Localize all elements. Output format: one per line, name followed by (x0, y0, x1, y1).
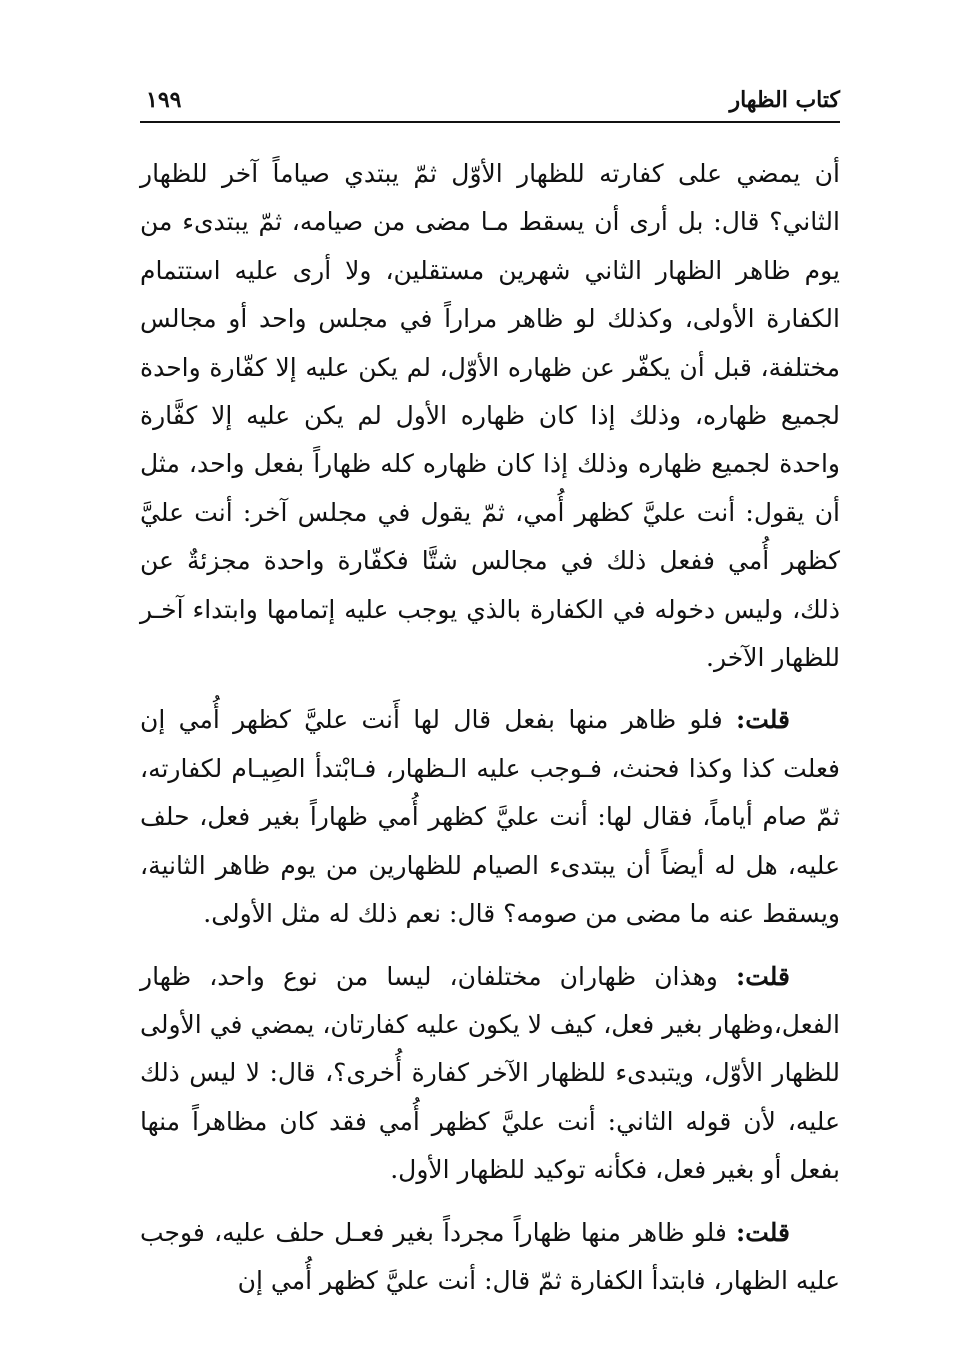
running-head: كتاب الظهار (729, 87, 840, 113)
paragraph-lead: قلت: (735, 705, 790, 735)
paragraph-text: فلو ظاهر منها بفعل قال لها أَنت عليَّ كظهر أُمي إن فعلت كذا وكذا فحنث، فـوجب عليه الـظهار، فـابْتدأ الصِيـام لكفارته، ثمّ صام أياماً، فقال لها: أنت عليَّ كظهر أُمي ظهاراً بغير فعل، حلف عليه، هل له أيضاً أن يبتدىء الصيام للظهارين من يوم ظاهر الثانية، ويسقط عنه ما مضى من صومه؟ قال: نعم ذلك له مثل الأولى. (140, 705, 840, 929)
paragraph (140, 150, 840, 682)
paragraph-text: أن يمضي على كفارته للظهار الأوّل ثمّ يبتدي صياماً آخر للظهار الثاني؟ قال: بل أرى أن يسقط مـا مضى من صيامه، ثمّ يبتدىء من يوم ظاهر الظهار الثاني شهرين مستقلين، ولا أرى عليه استتمام الكفارة الأولى، وكذلك لو ظاهر مراراً في مجلس واحد أو مجالس مختلفة، قبل أن يكفّر عن ظهاره الأوّل، لم يكن عليه إلا كفّارة واحدة لجميع ظهاره، وذلك إذا كان ظهاره الأول لم يكن عليه إلا كفَّارة واحدة لجميع ظهاره وذلك إذا كان ظهاره كله ظهاراً بفعل واحد، مثل أن يقول: أنت عليَّ كظهر أُمي، ثمّ يقول في مجلس آخر: أنت عليَّ كظهر أُمي ففعل ذلك في مجالس شتَّا فكفّارة واحدة مجزئةٌ عن ذلك، وليس دخوله في الكفارة بالذي يوجب عليه إتمامها وابتداء آخـر للظهار الآخر. (140, 159, 840, 673)
paragraph (140, 1209, 840, 1306)
body-text (140, 150, 840, 1319)
paragraph-lead: قلت: (735, 961, 790, 991)
paragraph (140, 696, 840, 938)
paragraph-text: وهذان ظهاران مختلفان، ليسا من نوع واحد، ظهار الفعل،وظهار بغير فعل، كيف لا يكون عليه كفارتان، يمضي في الأولى للظهار الأوّل، ويتبدىء للظهار الآخر كفارة أُخرى؟، قال: لا ليس ذلك عليه، لأن قوله الثاني: أنت عليَّ كظهر أُمي فقد كان مظاهراً منها بفعل أو بغير فعل، فكأنه توكيد للظهار الأول. (140, 961, 840, 1185)
page-number: ١٩٩ (146, 87, 182, 113)
page-header (140, 82, 840, 122)
header-rule (140, 121, 840, 123)
paragraph (140, 953, 840, 1195)
paragraph-text: فلو ظاهر منها ظهاراً مجرداً بغير فعـل حلف عليه، فوجب عليه الظهار، فابتدأ الكفارة ثمّ قال: أنت عليَّ كظهر أُمي إن (140, 1217, 840, 1295)
paragraph-lead: قلت: (735, 1217, 790, 1247)
